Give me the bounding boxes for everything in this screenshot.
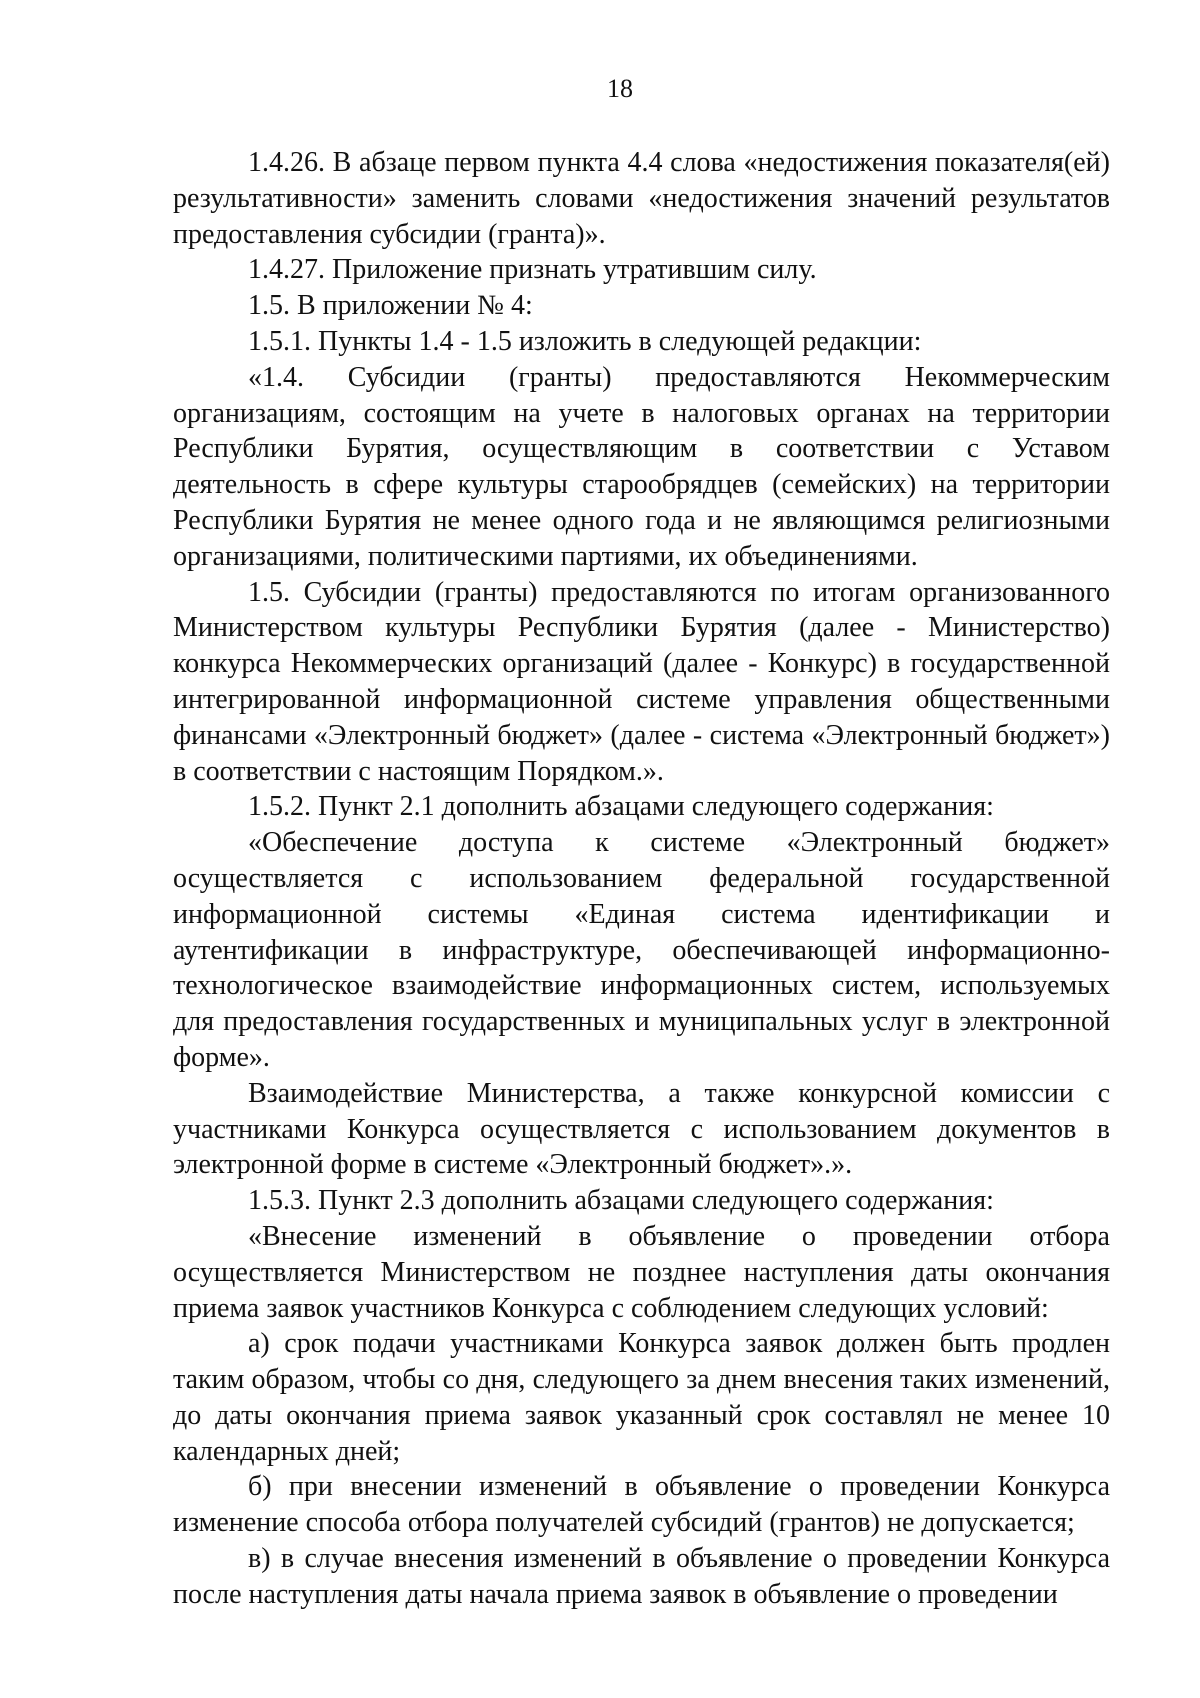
document-body: [173, 145, 1110, 1613]
paragraph: 1.4.26. В абзаце первом пункта 4.4 слова «недостижения показателя(ей) результативности» заменить словами «недостижения значений результатов предоставления субсидии (гранта)».: [173, 147, 1110, 250]
paragraph: а) срок подачи участниками Конкурса заявок должен быть продлен таким образом, чтобы со дня, следующего за днем внесения таких изменений, до даты окончания приема заявок указанный срок составлял не менее 10 календарных дней;: [173, 1328, 1110, 1467]
paragraph: 1.5.2. Пункт 2.1 дополнить абзацами следующего содержания:: [248, 791, 994, 823]
paragraph: 1.4.27. Приложение признать утратившим силу.: [248, 254, 817, 286]
paragraph: 1.5. Субсидии (гранты) предоставляются по итогам организованного Министерством культуры Республики Бурятия (далее - Министерство) конкурса Некоммерческих организаций (далее - Конкурс) в государственной интегрированной информационной системе управления общественными финансами «Электронный бюджет» (далее - система «Электронный бюджет») в соответствии с настоящим Порядком.».: [173, 576, 1110, 787]
paragraph: 1.5. В приложении № 4:: [248, 290, 533, 322]
paragraph: 1.5.1. Пункты 1.4 - 1.5 изложить в следующей редакции:: [248, 325, 922, 357]
page-number: 18: [607, 74, 633, 103]
paragraph: «Внесение изменений в объявление о проведении отбора осуществляется Министерством не позднее наступления даты окончания приема заявок участников Конкурса с соблюдением следующих условий:: [173, 1220, 1110, 1324]
paragraph: «Обеспечение доступа к системе «Электронный бюджет» осуществляется с использованием федеральной государственной информационной системы «Единая система идентификации и аутентификации в инфраструктуре, обеспечивающей информационно-технологическое взаимодействие информационных систем, используемых для предоставления государственных и муниципальных услуг в электронной форме».: [173, 827, 1110, 1073]
paragraph: Взаимодействие Министерства, а также конкурсной комиссии с участниками Конкурса осуществляется с использованием документов в электронной форме в системе «Электронный бюджет».».: [173, 1077, 1110, 1181]
paragraph: 1.5.3. Пункт 2.3 дополнить абзацами следующего содержания:: [248, 1185, 994, 1217]
paragraph: б) при внесении изменений в объявление о проведении Конкурса изменение способа отбора получателей субсидий (грантов) не допускается;: [173, 1471, 1110, 1539]
paragraph: в) в случае внесения изменений в объявление о проведении Конкурса после наступления даты начала приема заявок в объявление о проведении: [173, 1543, 1110, 1610]
paragraph: «1.4. Субсидии (гранты) предоставляются Некоммерческим организациям, состоящим на учете в налоговых органах на территории Республики Бурятия, осуществляющим в соответствии с Уставом деятельность в сфере культуры старообрядцев (семейских) на территории Республики Бурятия не менее одного года и не являющимся религиозными организациями, политическими партиями, их объединениями.: [173, 361, 1110, 572]
